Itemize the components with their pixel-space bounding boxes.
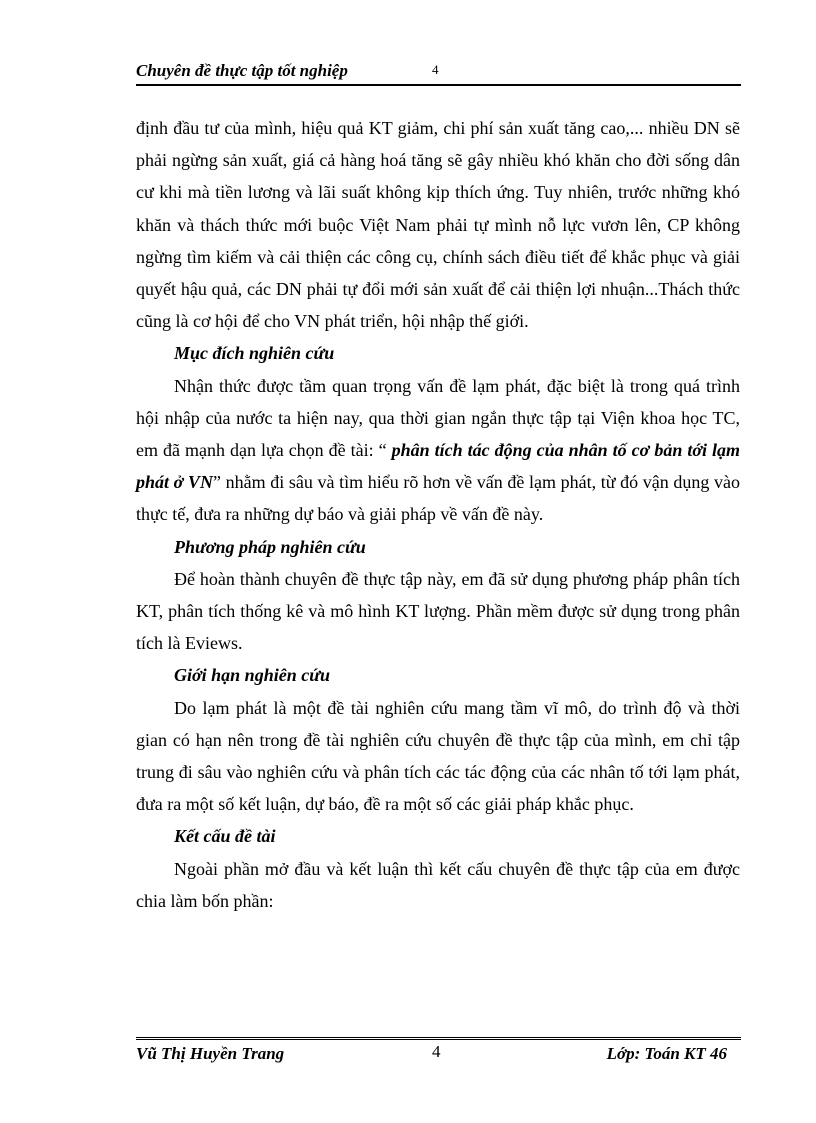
paragraph-research-limit: Do lạm phát là một đề tài nghiên cứu mang tầm vĩ mô, do trình độ và thời gian có hạn nên trong đề tài nghiên cứu chuyên đề thực tập của mình, em chỉ tập trung đi sâu vào nghiên cứu và phân tích các tác động của các nhân tố tới lạm phát, đưa ra một số kết luận, dự báo, đề ra một số các giải pháp khắc phục. — [136, 697, 740, 815]
paragraph-structure: Ngoài phần mở đầu và kết luận thì kết cấu chuyên đề thực tập của em được chia làm bốn phần: — [136, 858, 740, 911]
topic-title: phân tích tác động của nhân tố cơ bản tới lạm phát ở VN — [136, 440, 740, 493]
page-footer — [136, 1037, 741, 1068]
heading-research-purpose: Mục đích nghiên cứu — [174, 343, 335, 364]
page-header — [136, 60, 741, 86]
footer-author: Vũ Thị Huyền Trang — [136, 1044, 285, 1063]
footer-page-number: 4 — [432, 1042, 441, 1061]
header-page-number: 4 — [432, 62, 439, 77]
heading-structure: Kết cấu đề tài — [174, 826, 276, 847]
paragraph-research-method: Để hoàn thành chuyên đề thực tập này, em đã sử dụng phương pháp phân tích KT, phân tích thống kê và mô hình KT lượng. Phần mềm được sử dụng trong phân tích là Eviews. — [136, 568, 740, 654]
header-title: Chuyên đề thực tập tốt nghiệp — [136, 61, 348, 80]
heading-research-limit: Giới hạn nghiên cứu — [174, 665, 330, 686]
footer-class: Lớp: Toán KT 46 — [606, 1044, 727, 1063]
purpose-text-after: ” nhằm đi sâu và tìm hiểu rõ hơn về vấn đề lạm phát, từ đó vận dụng vào thực tế, đưa ra những dự báo và giải pháp về vấn đề này. — [136, 472, 740, 525]
document-body — [136, 112, 740, 917]
paragraph-intro-continuation: định đầu tư của mình, hiệu quả KT giảm, chi phí sản xuất tăng cao,... nhiều DN sẽ phải ngừng sản xuất, giá cả hàng hoá tăng sẽ gây nhiều khó khăn cho đời sống dân cư khi mà tiền lương và lãi suất không kịp thích ứng. Tuy nhiên, trước những khó khăn và thách thức mới buộc Việt Nam phải tự mình nỗ lực vươn lên, CP không ngừng tìm kiếm và cải thiện các công cụ, chính sách điều tiết để khắc phục và giải quyết hậu quả, các DN phải tự đổi mới sản xuất để cải thiện lợi nhuận...Thách thức cũng là cơ hội để cho VN phát triển, hội nhập thế giới. — [136, 118, 740, 332]
purpose-text-before: Nhận thức được tầm quan trọng vấn đề lạm phát, đặc biệt là trong quá trình hội nhập của nước ta hiện nay, qua thời gian ngắn thực tập tại Viện khoa học TC, em đã mạnh dạn lựa chọn đề tài: “ — [136, 375, 740, 461]
heading-research-method: Phương pháp nghiên cứu — [174, 536, 366, 557]
paragraph-research-purpose — [136, 370, 740, 531]
